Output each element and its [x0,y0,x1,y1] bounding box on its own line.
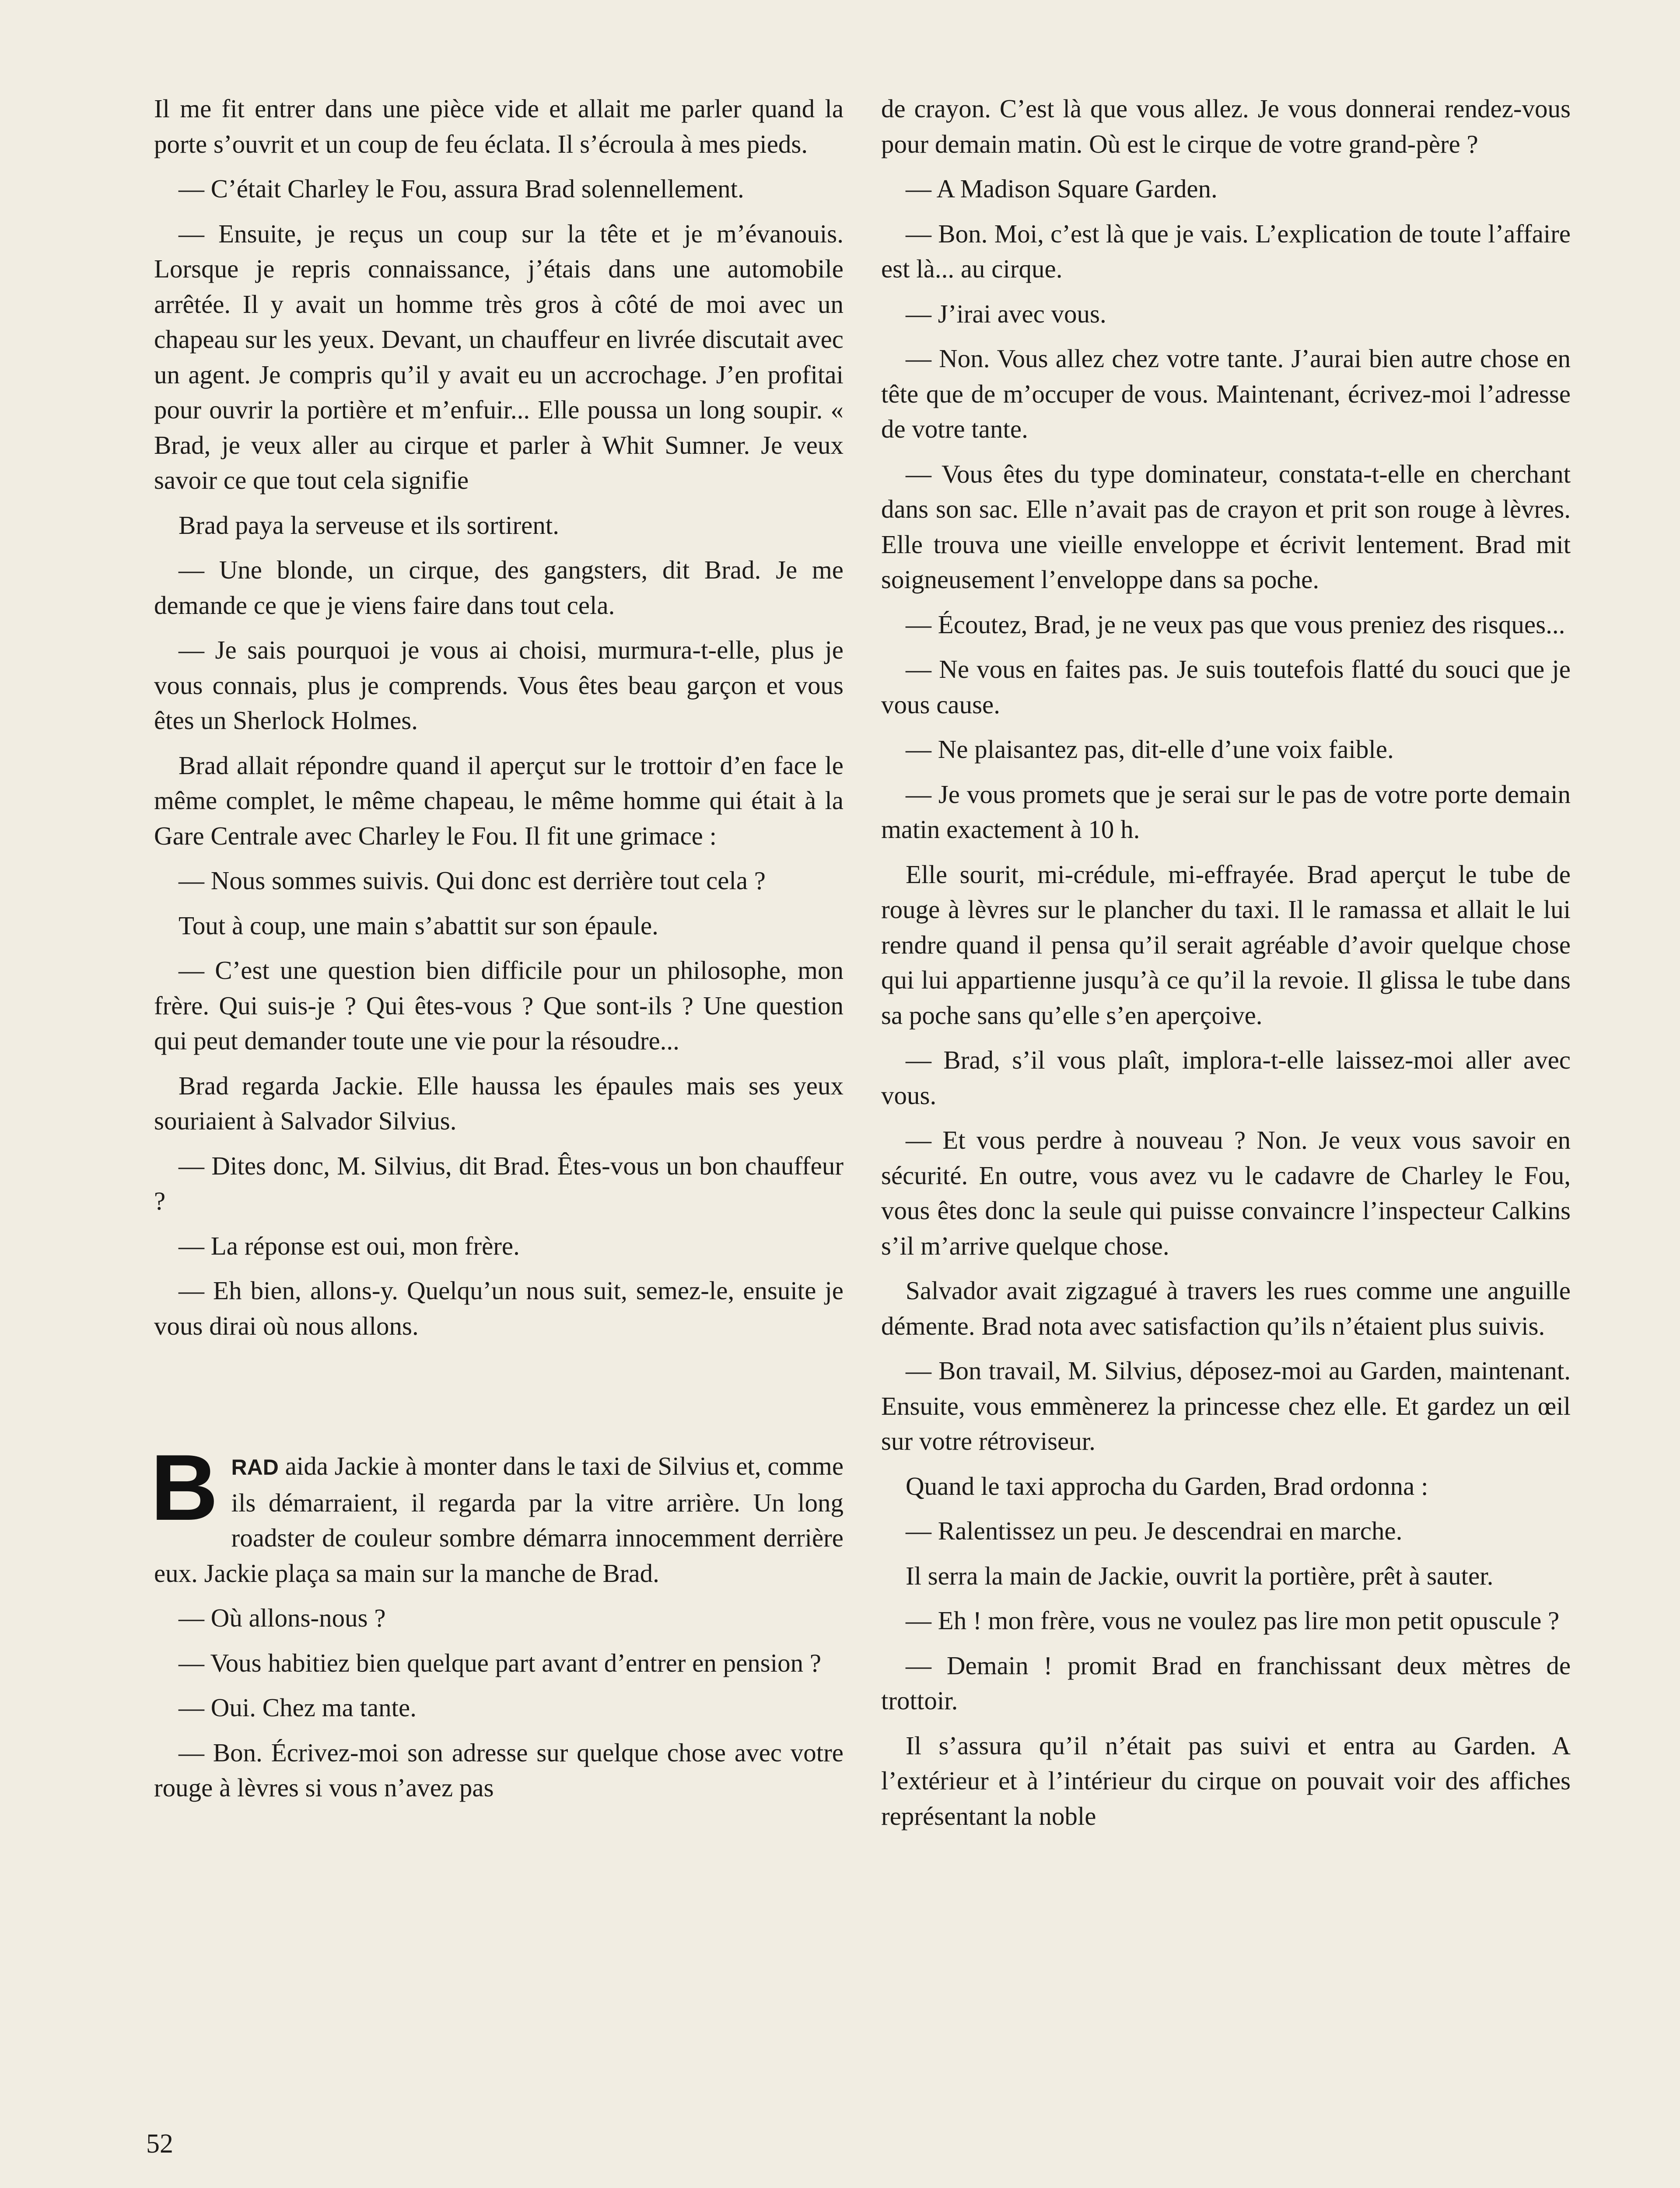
dropcap-letter: B [150,1435,218,1540]
paragraph: — Où allons-nous ? [178,1603,386,1632]
paragraph: — C’était Charley le Fou, assura Brad solennellement. [178,174,744,203]
page-number: 52 [146,2129,173,2159]
paragraph: — Oui. Chez ma tante. [178,1693,416,1722]
paragraph: — Eh bien, allons-y. Quelqu’un nous suit, semez-le, ensuite je vous dirai où nous allons. [154,1276,844,1340]
paragraph: Brad regarda Jackie. Elle haussa les épaules mais ses yeux souriaient à Salvador Silvius. [154,1071,844,1135]
paragraph: — Ne plaisantez pas, dit-elle d’une voix faible. [906,735,1394,764]
paragraph: — Bon. Écrivez-moi son adresse sur quelque chose avec votre rouge à lèvres si vous n’avez pas [154,1738,844,1802]
paragraph: — Dites donc, M. Silvius, dit Brad. Êtes-vous un bon chauffeur ? [154,1151,844,1215]
paragraph: Quand le taxi approcha du Garden, Brad ordonna : [906,1471,1428,1501]
paragraph: — Nous sommes suivis. Qui donc est derrière tout cela ? [178,866,766,895]
paragraph: Brad paya la serveuse et ils sortirent. [178,510,559,540]
paragraph: Brad allait répondre quand il aperçut sur le trottoir d’en face le même complet, le même chapeau, le même homme qui était à la Gare Centrale avec Charley le Fou. Il fit une grimace : [154,750,844,850]
paragraph: — Bon travail, M. Silvius, déposez-moi au Garden, maintenant. Ensuite, vous emmènerez la princesse chez elle. Et gardez un œil sur votre rétroviseur. [881,1356,1571,1455]
paragraph: — Écoutez, Brad, je ne veux pas que vous preniez des risques... [906,610,1565,639]
paragraph: — Ralentissez un peu. Je descendrai en marche. [906,1516,1403,1545]
paragraph: — Vous êtes du type dominateur, constata-t-elle en cherchant dans son sac. Elle n’avait pas de crayon et prit son rouge à lèvres. Elle trouva une vieille enveloppe et écrivit lentement. Brad mit soigneusement l’enveloppe dans sa poche. [881,459,1571,594]
paragraph: — C’est une question bien difficile pour un philosophe, mon frère. Qui suis-je ? Qui êtes-vous ? Que sont-ils ? Une question qui peut demander toute une vie pour la résoudre... [154,956,844,1055]
right-column [881,91,1571,1834]
paragraph: — Et vous perdre à nouveau ? Non. Je veux vous savoir en sécurité. En outre, vous avez vu le cadavre de Charley le Fou, vous êtes donc la seule qui puisse convaincre l’inspecteur Calkins s’il m’arrive quelque chose. [881,1126,1571,1260]
paragraph: Elle sourit, mi-crédule, mi-effrayée. Brad aperçut le tube de rouge à lèvres sur le plancher du taxi. Il le ramassa et allait le lui rendre quand il pensa qu’il serait agréable d’avoir quelque chose qui lui appartienne jusqu’à ce qu’il la revoie. Il glissa le tube dans sa poche sans qu’elle s’en aperçoive. [881,859,1571,1030]
paragraph: Il s’assura qu’il n’était pas suivi et entra au Garden. A l’extérieur et à l’intérieur du cirque on pouvait voir des affiches représentant la noble [881,1731,1571,1830]
paragraph: — J’irai avec vous. [906,299,1106,328]
dropcap-paragraph [150,1435,844,1591]
paragraph: — Ensuite, je reçus un coup sur la tête et je m’évanouis. Lorsque je repris connaissance, j’étais dans une automobile arrêtée. Il y avait un homme très gros à côté de moi avec un chapeau sur les yeux. Devant, un chauffeur en livrée discutait avec un agent. Je compris qu’il y avait eu un accrochage. J’en profitai pour ouvrir la portière et m’enfuir... Elle poussa un long soupir. « Brad, je veux aller au cirque et parler à Whit Sumner. Je veux savoir ce que tout cela signifie [154,219,844,494]
paragraph: — Ne vous en faites pas. Je suis toutefois flatté du souci que je vous cause. [881,655,1571,719]
paragraph: de crayon. C’est là que vous allez. Je vous donnerai rendez-vous pour demain matin. Où est le cirque de votre grand-père ? [881,94,1571,158]
paragraph [154,1448,844,1591]
paragraph: — Une blonde, un cirque, des gangsters, dit Brad. Je me demande ce que je viens faire dans tout cela. [154,555,844,620]
section-break [154,1343,844,1440]
paragraph: — Eh ! mon frère, vous ne voulez pas lire mon petit opuscule ? [906,1606,1560,1635]
paragraph: Il me fit entrer dans une pièce vide et allait me parler quand la porte s’ouvrit et un coup de feu éclata. Il s’écroula à mes pieds. [154,94,844,158]
paragraph: — Brad, s’il vous plaît, implora-t-elle laissez-moi aller avec vous. [881,1045,1571,1110]
paragraph: — La réponse est oui, mon frère. [178,1231,520,1260]
paragraph: Salvador avait zigzagué à travers les rues comme une anguille démente. Brad nota avec satisfaction qu’ils n’étaient plus suivis. [881,1276,1571,1340]
paragraph: — Vous habitiez bien quelque part avant d’entrer en pension ? [178,1648,822,1677]
paragraph: — Demain ! promit Brad en franchissant deux mètres de trottoir. [881,1651,1571,1715]
paragraph: — Je sais pourquoi je vous ai choisi, murmura-t-elle, plus je vous connais, plus je comprends. Vous êtes beau garçon et vous êtes un Sherlock Holmes. [154,635,844,735]
paragraph: Il serra la main de Jackie, ouvrit la portière, prêt à sauter. [906,1561,1494,1590]
paragraph: — Je vous promets que je serai sur le pas de votre porte demain matin exactement à 10 h. [881,779,1571,844]
paragraph: — Bon. Moi, c’est là que je vais. L’explication de toute l’affaire est là... au cirque. [881,219,1571,283]
paragraph: Tout à coup, une main s’abattit sur son épaule. [178,911,658,940]
dropcap-text: aida Jackie à monter dans le taxi de Silvius et, comme ils démarraient, il regarda par la vitre arrière. Un long roadster de couleur sombre démarra innocemment derrière eux. Jackie plaça sa main sur la manche de Brad. [154,1452,844,1588]
left-column [150,91,844,1806]
paragraph: — Non. Vous allez chez votre tante. J’aurai bien autre chose en tête que de m’occuper de vous. Maintenant, écrivez-moi l’adresse de votre tante. [881,344,1571,443]
dropcap-caps: RAD [231,1455,279,1480]
paragraph: — A Madison Square Garden. [906,174,1218,203]
